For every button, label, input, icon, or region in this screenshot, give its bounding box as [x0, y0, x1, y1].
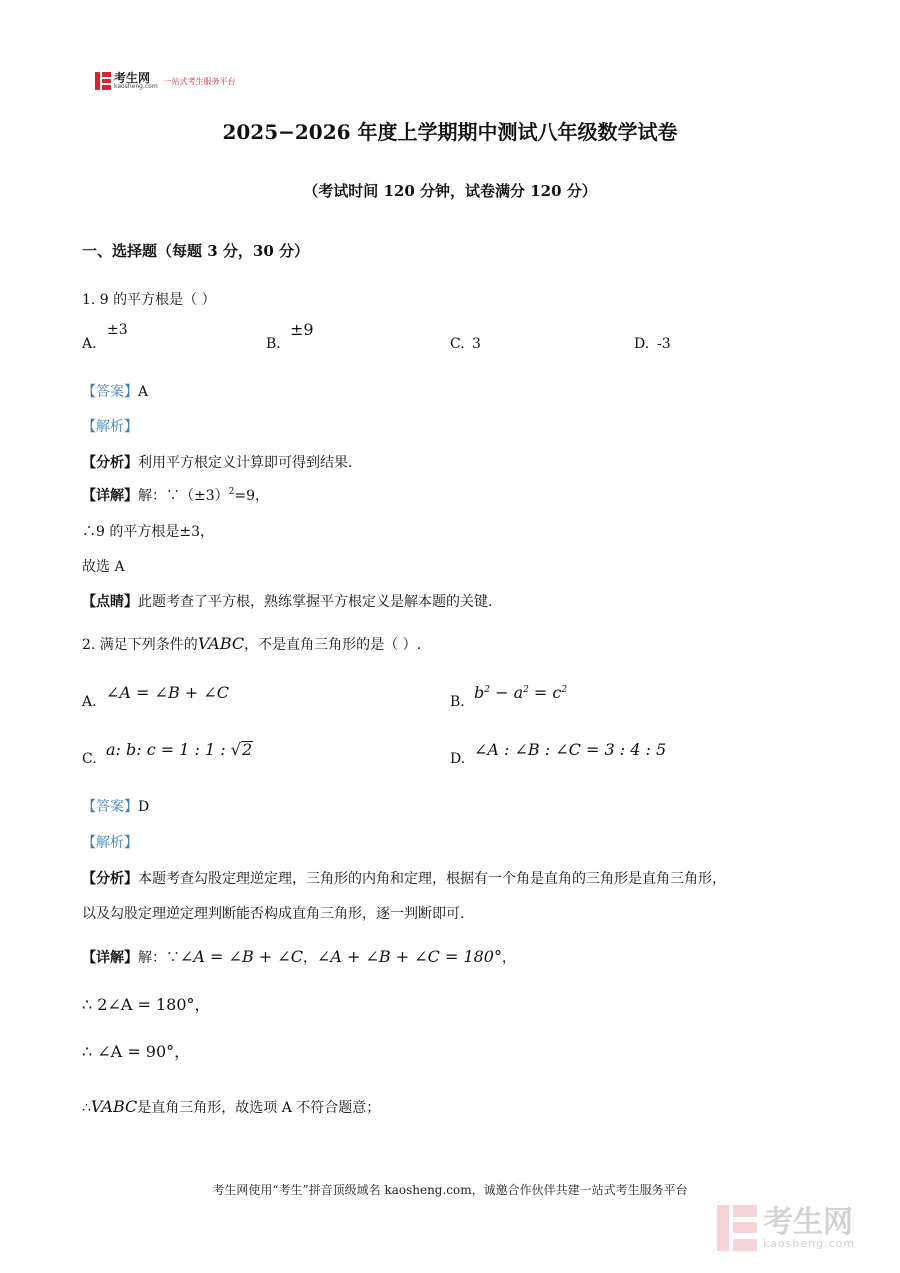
logo-slogan: 一站式考生服务平台 — [163, 76, 236, 86]
dianjing-tag: 【点睛】 — [82, 594, 138, 610]
q2-analysis-tag: 【解析】 — [82, 835, 138, 851]
triangle-abc: VABC — [197, 634, 245, 653]
q1-answer — [82, 381, 148, 401]
q1-option-a-label: A. — [82, 336, 97, 352]
c-term: = c — [528, 683, 562, 702]
b-var: b — [474, 683, 485, 702]
q2-xiangjie — [82, 947, 516, 967]
q2-option-d-value: ∠A : ∠B : ∠C = 3 : 4 : 5 — [474, 740, 667, 759]
logo-domain: kaosheng.com — [114, 83, 158, 90]
xiangjie-text: 解：∵ — [138, 950, 180, 966]
q2-stem — [82, 634, 421, 654]
dianjing-text: 此题考查了平方根，熟练掌握平方根定义是解本题的关键. — [138, 594, 493, 610]
q1-stem: 1. 9 的平方根是（ ） — [82, 292, 216, 308]
q2-option-d-label: D. — [450, 751, 466, 767]
xiangjie-end: ， — [501, 950, 516, 966]
a-exp: 2 — [523, 685, 529, 695]
q1-dianjing — [82, 591, 492, 611]
xiangjie-exponent: 2 — [228, 487, 235, 497]
fenxi-text: 本题考查勾股定理逆定理，三角形的内角和定理，根据有一个角是直角的三角形是直角三角形， — [138, 871, 726, 887]
q1-option-a-value: ±3 — [107, 322, 128, 338]
q1-step-2: ∴9 的平方根是±3， — [82, 524, 214, 540]
footer-text: 考生网使用“考生”拼音顶级域名 kaosheng.com，诚邀合作伙伴共建一站式考生服务平台 — [212, 1183, 688, 1197]
q2-option-b-value — [474, 683, 567, 702]
page-subtitle: （考试时间 120 分钟，试卷满分 120 分） — [303, 182, 597, 200]
watermark-domain: kaosheng.com — [763, 1236, 856, 1250]
q1-option-d-label: D. — [634, 336, 650, 352]
sqrt-icon: √ — [230, 740, 241, 759]
q2-option-b-label: B. — [450, 694, 465, 710]
q1-option-c-label: C. — [450, 336, 465, 352]
watermark-name: 考生网 — [763, 1204, 853, 1240]
logo-mark-icon — [95, 72, 111, 90]
answer-value: A — [138, 384, 149, 400]
q1-xiangjie — [82, 485, 269, 505]
q2-fenxi-line-2: 以及勾股定理逆定理判断能否构成直角三角形，逐一判断即可. — [82, 906, 465, 922]
answer-tag: 【答案】 — [82, 384, 138, 400]
q2-option-c-value — [106, 740, 253, 759]
q2-answer — [82, 796, 149, 816]
xiangjie-text-b: =9， — [234, 488, 270, 504]
q1-option-b-value: ±9 — [290, 320, 314, 339]
q2-option-a-value: ∠A = ∠B + ∠C — [106, 683, 229, 702]
q1-option-b-label: B. — [266, 336, 281, 352]
therefore-symbol: ∴ — [82, 1100, 91, 1116]
fenxi-text: 利用平方根定义计算即可得到结果. — [138, 455, 353, 471]
fenxi-tag: 【分析】 — [82, 455, 138, 471]
answer-tag: 【答案】 — [82, 799, 138, 815]
xiangjie-eq-1: ∠A = ∠B + ∠C — [180, 947, 303, 966]
watermark-text — [763, 1204, 856, 1250]
xiangjie-tag: 【详解】 — [82, 950, 138, 966]
ratio-text: a: b: c = 1 : 1 : — [106, 740, 231, 759]
logo-text — [114, 72, 158, 90]
q1-option-d-value: -3 — [657, 336, 671, 352]
header-logo[interactable] — [95, 72, 236, 90]
xiangjie-tag: 【详解】 — [82, 488, 138, 504]
page-title: 2025−2026 年度上学期期中测试八年级数学试卷 — [222, 120, 678, 144]
answer-value: D — [138, 799, 150, 815]
q2-step-4 — [82, 1097, 380, 1117]
section-heading: 一、选择题（每题 3 分，30 分） — [82, 242, 309, 260]
q2-step-3: ∴ ∠A = 90°， — [82, 1042, 191, 1061]
q2-stem-b: ，不是直角三角形的是（ ）. — [244, 637, 422, 653]
q1-option-c-value: 3 — [472, 336, 481, 352]
fenxi-tag: 【分析】 — [82, 871, 138, 887]
sqrt-radicand: 2 — [241, 740, 253, 759]
q2-option-c-label: C. — [82, 751, 97, 767]
logo-name: 考生网 — [114, 71, 151, 85]
watermark-logo — [717, 1205, 855, 1251]
xiangjie-text-a: 解：∵（±3） — [138, 488, 229, 504]
step-4-text: 是直角三角形，故选项 A 不符合题意； — [137, 1100, 381, 1116]
xiangjie-sep: ， — [302, 950, 317, 966]
c-exp: 2 — [561, 685, 568, 695]
q1-fenxi — [82, 452, 352, 472]
q1-analysis-tag: 【解析】 — [82, 419, 138, 435]
q2-step-2: ∴ 2∠A = 180°， — [82, 995, 211, 1014]
q1-step-3: 故选 A — [82, 559, 125, 575]
watermark-mark-icon — [717, 1205, 757, 1251]
xiangjie-eq-2: ∠A + ∠B + ∠C = 180° — [316, 947, 502, 966]
q2-fenxi-line-1 — [82, 868, 726, 888]
q2-option-a-label: A. — [82, 694, 97, 710]
b-exp: 2 — [484, 685, 490, 695]
triangle-abc: VABC — [90, 1097, 138, 1116]
q2-stem-a: 2. 满足下列条件的 — [82, 637, 198, 653]
a-term: − a — [489, 683, 524, 702]
